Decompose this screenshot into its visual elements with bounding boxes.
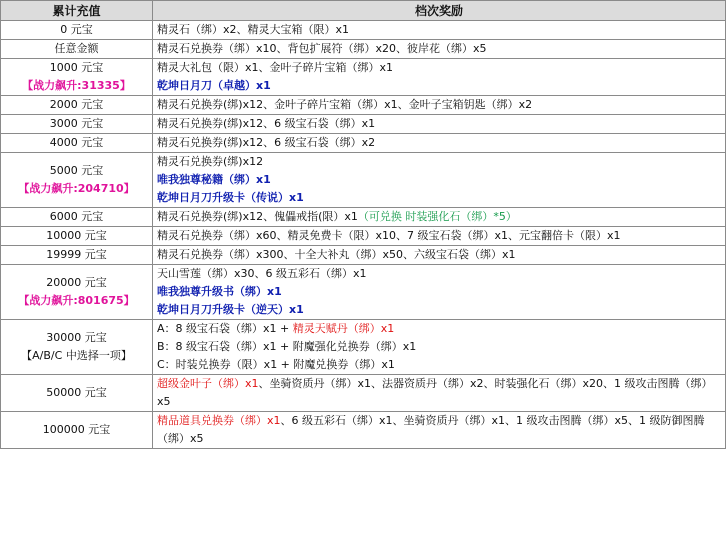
- reward-cell: [153, 227, 726, 246]
- reward-cell: [153, 96, 726, 115]
- amount-label: 4000 元宝: [49, 136, 104, 149]
- table-row: [1, 21, 726, 40]
- amount-cell: [1, 412, 153, 449]
- amount-label: 任意金额: [54, 42, 99, 55]
- reward-line: [157, 265, 721, 283]
- reward-highlight: 超级金叶子（绑）x1: [157, 377, 259, 390]
- amount-cell: [1, 227, 153, 246]
- amount-cell: [1, 21, 153, 40]
- reward-line: [157, 153, 721, 171]
- amount-label: 3000 元宝: [49, 117, 104, 130]
- reward-line: [157, 412, 721, 448]
- reward-line: [157, 283, 721, 301]
- reward-text: 精灵石兑换券(绑)x12、6 级宝石袋（绑）x1: [157, 117, 376, 130]
- amount-label: 0 元宝: [60, 23, 93, 36]
- reward-line: [157, 21, 721, 39]
- reward-cell: [153, 375, 726, 412]
- table-row: [1, 320, 726, 375]
- amount-cell: [1, 115, 153, 134]
- reward-text: 、6 级五彩石（绑）x1、坐骑资质丹（绑）x1、1 级攻击图腾（绑）x5、1 级防御图腾（绑）x5: [157, 414, 705, 445]
- amount-cell: [1, 375, 153, 412]
- reward-line: [157, 246, 721, 264]
- amount-cell: [1, 208, 153, 227]
- reward-highlight: 乾坤日月刀升级卡（传说）x1: [157, 191, 304, 204]
- reward-highlight: 唯我独尊秘籍（绑）x1: [157, 173, 271, 186]
- table-row: [1, 227, 726, 246]
- amount-label: 10000 元宝: [46, 229, 107, 242]
- amount-cell: [1, 96, 153, 115]
- reward-line: [157, 320, 721, 338]
- amount-cell: [1, 265, 153, 320]
- reward-highlight: 乾坤日月刀升级卡（逆天）x1: [157, 303, 304, 316]
- reward-text: 精灵石（绑）x2、精灵大宝箱（限）x1: [157, 23, 350, 36]
- reward-cell: [153, 320, 726, 375]
- reward-line: [157, 301, 721, 319]
- reward-cell: [153, 153, 726, 208]
- amount-cell: [1, 153, 153, 208]
- reward-cell: [153, 115, 726, 134]
- reward-line: [157, 375, 721, 411]
- reward-text: 、坐骑资质丹（绑）x1、法器资质丹（绑）x2、时装强化石（绑）x20、1 级攻击图腾（绑）x5: [157, 377, 713, 408]
- reward-line: [157, 96, 721, 114]
- reward-cell: [153, 208, 726, 227]
- table-row: [1, 96, 726, 115]
- table-row: [1, 208, 726, 227]
- reward-highlight: （可兑换 时装强化石（绑）*5）: [357, 210, 517, 223]
- reward-text: C：时装兑换券（限）x1 + 附魔兑换券（绑）x1: [157, 358, 395, 371]
- amount-label: 6000 元宝: [49, 210, 104, 223]
- table-header-row: [1, 1, 726, 21]
- reward-cell: [153, 265, 726, 320]
- table-row: [1, 153, 726, 208]
- amount-label: 1000 元宝: [49, 61, 104, 74]
- reward-line: [157, 171, 721, 189]
- reward-line: [157, 189, 721, 207]
- reward-text: 精灵石兑换券(绑)x12: [157, 155, 264, 168]
- amount-cell: [1, 40, 153, 59]
- reward-text: A：8 级宝石袋（绑）x1 +: [157, 322, 293, 335]
- reward-text: B：8 级宝石袋（绑）x1 + 附魔强化兑换券（绑）x1: [157, 340, 417, 353]
- reward-line: [157, 134, 721, 152]
- header-amount: 累计充值: [1, 1, 153, 21]
- table-row: [1, 265, 726, 320]
- table-row: [1, 246, 726, 265]
- reward-text: 精灵石兑换券(绑)x12、金叶子碎片宝箱（绑）x1、金叶子宝箱钥匙（绑）x2: [157, 98, 533, 111]
- table-row: [1, 115, 726, 134]
- amount-label: 2000 元宝: [49, 98, 104, 111]
- reward-line: [157, 77, 721, 95]
- amount-cell: [1, 246, 153, 265]
- table-row: [1, 134, 726, 153]
- table-body: [1, 21, 726, 449]
- reward-highlight: 精品道具兑换券（绑）x1: [157, 414, 281, 427]
- reward-text: 天山雪莲（绑）x30、6 级五彩石（绑）x1: [157, 267, 367, 280]
- table-row: [1, 59, 726, 96]
- reward-cell: [153, 412, 726, 449]
- power-boost-label: 【战力飙升:31335】: [22, 79, 131, 92]
- header-reward: 档次奖励: [153, 1, 726, 21]
- reward-cell: [153, 246, 726, 265]
- power-boost-label: 【战力飙升:801675】: [18, 294, 135, 307]
- reward-line: [157, 59, 721, 77]
- table-row: [1, 375, 726, 412]
- reward-text: 精灵石兑换券（绑）x60、精灵免费卡（限）x10、7 级宝石袋（绑）x1、元宝翻倍卡（限）x1: [157, 229, 621, 242]
- reward-cell: [153, 40, 726, 59]
- reward-line: [157, 208, 721, 226]
- reward-text: 精灵石兑换券(绑)x12、6 级宝石袋（绑）x2: [157, 136, 376, 149]
- amount-cell: [1, 134, 153, 153]
- reward-text: 精灵石兑换券（绑）x300、十全大补丸（绑）x50、六级宝石袋（绑）x1: [157, 248, 516, 261]
- amount-label: 19999 元宝: [46, 248, 107, 261]
- reward-text: 精灵大礼包（限）x1、金叶子碎片宝箱（绑）x1: [157, 61, 394, 74]
- reward-line: [157, 356, 721, 374]
- reward-highlight: 精灵天赋丹（绑）x1: [292, 322, 395, 335]
- reward-text: 精灵石兑换券（绑）x10、背包扩展符（绑）x20、彼岸花（绑）x5: [157, 42, 487, 55]
- reward-cell: [153, 21, 726, 40]
- amount-label: 50000 元宝: [46, 386, 107, 399]
- table-row: [1, 40, 726, 59]
- reward-line: [157, 115, 721, 133]
- reward-text: 精灵石兑换券(绑)x12、傀儡戒指(限）x1: [157, 210, 358, 223]
- reward-line: [157, 40, 721, 58]
- table-row: [1, 412, 726, 449]
- reward-highlight: 乾坤日月刀（卓越）x1: [157, 79, 271, 92]
- reward-cell: [153, 59, 726, 96]
- amount-label: 5000 元宝: [49, 164, 104, 177]
- choice-note: 【A/B/C 中选择一项】: [21, 349, 132, 362]
- amount-cell: [1, 59, 153, 96]
- reward-cell: [153, 134, 726, 153]
- reward-highlight: 唯我独尊升级书（绑）x1: [157, 285, 282, 298]
- power-boost-label: 【战力飙升:204710】: [18, 182, 135, 195]
- reward-line: [157, 338, 721, 356]
- amount-cell: [1, 320, 153, 375]
- reward-line: [157, 227, 721, 245]
- amount-label: 20000 元宝: [46, 276, 107, 289]
- amount-label: 100000 元宝: [42, 423, 111, 436]
- amount-label: 30000 元宝: [46, 331, 107, 344]
